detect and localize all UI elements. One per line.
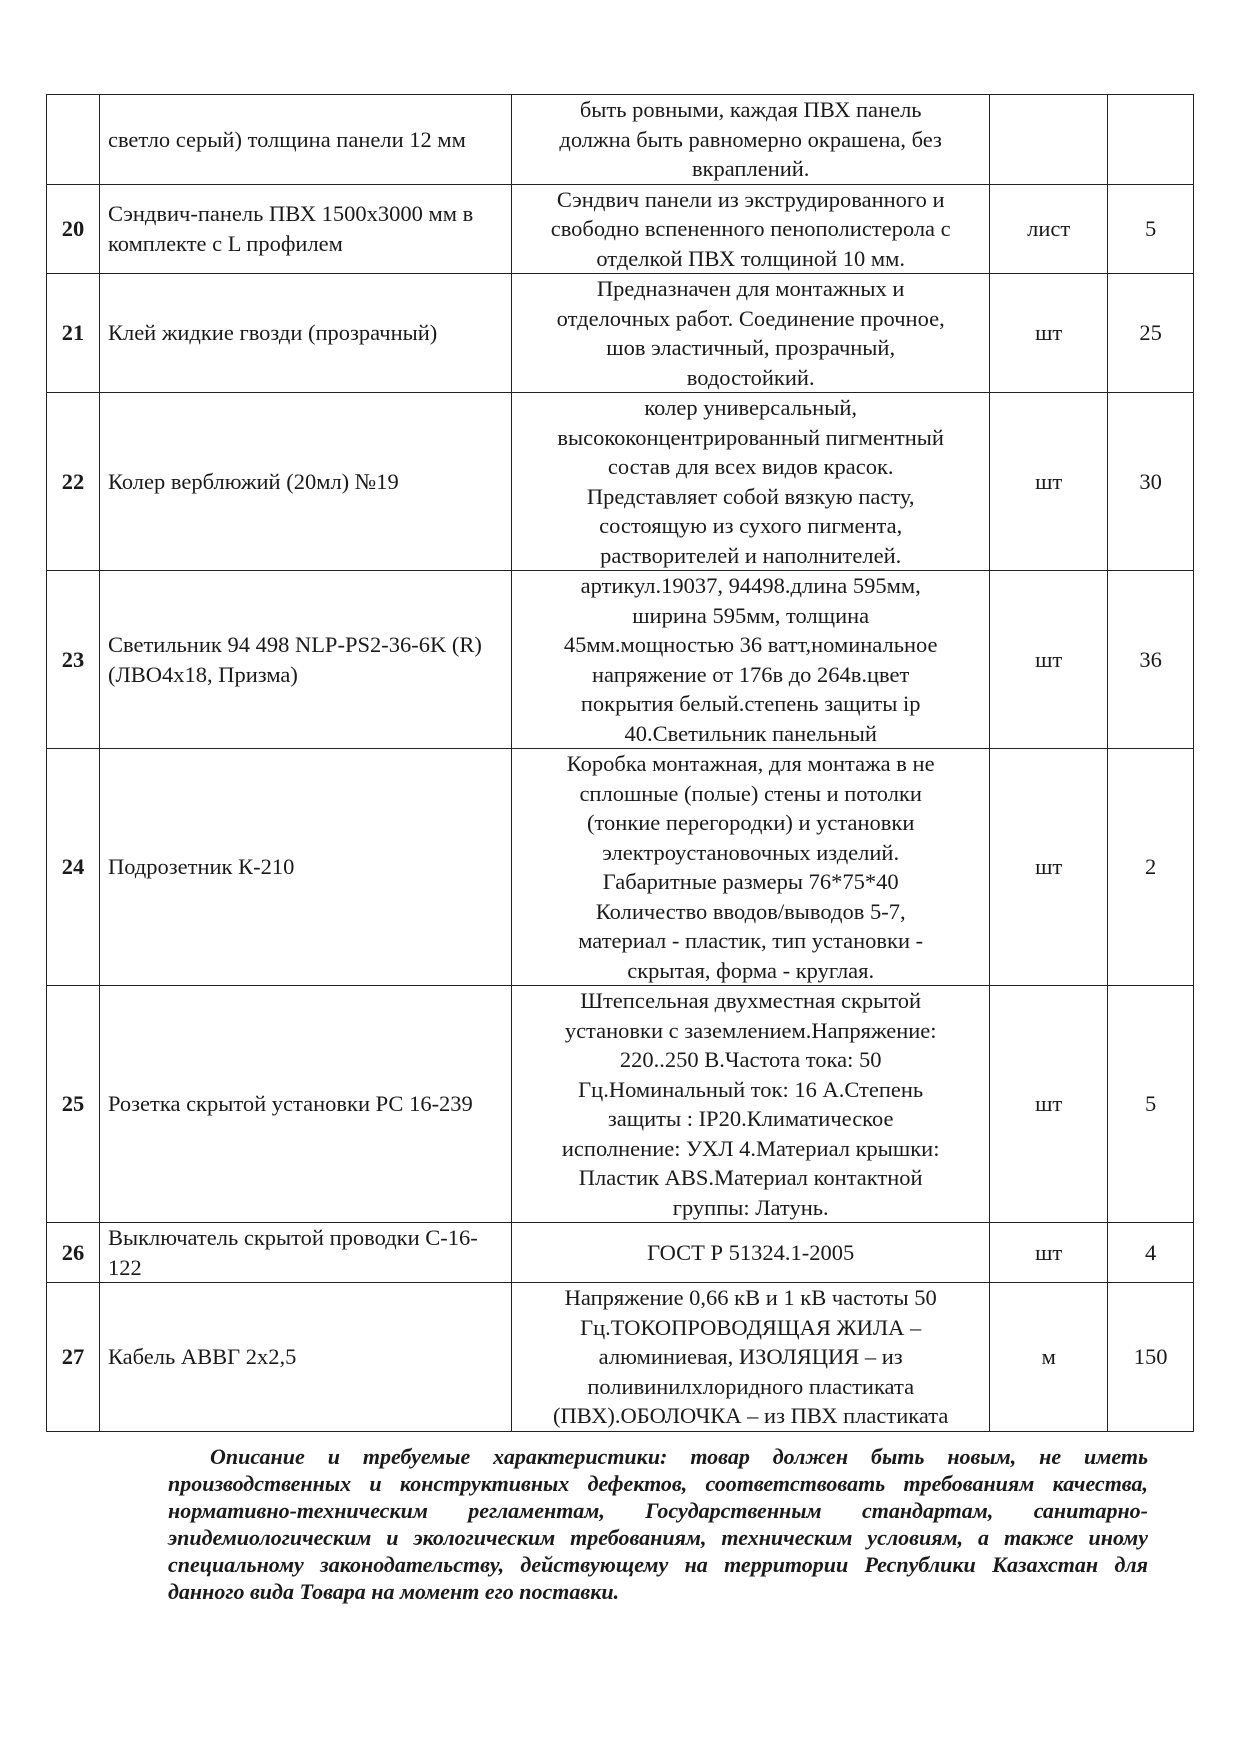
item-quantity: 150 — [1108, 1283, 1194, 1432]
item-number: 21 — [47, 274, 100, 393]
item-number: 24 — [47, 749, 100, 986]
description-line: отделкой ПВХ толщиной 10 мм. — [596, 245, 906, 271]
item-description — [512, 986, 990, 1223]
table-row — [47, 1223, 1194, 1283]
item-quantity: 2 — [1108, 749, 1194, 986]
item-description — [512, 184, 990, 274]
description-line: материал - пластик, тип установки - — [578, 928, 924, 953]
description-line: Количество вводов/выводов 5-7, — [595, 898, 906, 924]
description-line: состоящую из сухого пигмента, — [599, 513, 903, 538]
description-line: вкраплений. — [691, 156, 810, 181]
description-line: растворителей и наполнителей. — [600, 542, 902, 568]
description-line: 40.Светильник панельный — [624, 720, 877, 746]
item-quantity — [1108, 95, 1194, 185]
description-line: ГОСТ Р 51324.1-2005 — [647, 1239, 855, 1265]
description-line: Штепсельная двухместная скрытой — [580, 988, 922, 1013]
item-name: Подрозетник К-210 — [99, 749, 511, 986]
item-quantity: 5 — [1108, 184, 1194, 274]
requirements-note: Описание и требуемые характеристики: товар должен быть новым, не иметь производственных и конструктивных дефектов, соответствовать требованиям качества, нормативно-техническим регламентам, Государственным стандартам, санитарно-эпидемиологическим и экологическим требованиям, техническим условиям, а также иному специальному законодательству, действующему на территории Республики Казахстан для данного вида Товара на момент его поставки. — [168, 1444, 1148, 1604]
table-row — [47, 184, 1194, 274]
item-number: 20 — [47, 184, 100, 274]
item-unit: шт — [990, 749, 1108, 986]
description-line: Коробка монтажная, для монтажа в не — [566, 751, 935, 776]
description-line: должна быть равномерно окрашена, без — [559, 126, 942, 152]
description-line: сплошные (полые) стены и потолки — [579, 780, 922, 806]
item-number: 26 — [47, 1223, 100, 1283]
description-line: электроустановочных изделий. — [602, 839, 900, 865]
description-line: исполнение: УХЛ 4.Материал крышки: — [561, 1135, 940, 1161]
table-row — [47, 393, 1194, 571]
item-description — [512, 1283, 990, 1432]
item-unit: лист — [990, 184, 1108, 274]
item-unit — [990, 95, 1108, 185]
item-unit: шт — [990, 571, 1108, 749]
item-unit: м — [990, 1283, 1108, 1432]
item-quantity: 4 — [1108, 1223, 1194, 1283]
description-line: артикул.19037, 94498.длина 595мм, — [580, 573, 921, 598]
description-line: Предназначен для монтажных и — [596, 276, 905, 301]
item-name: светло серый) толщина панели 12 мм — [99, 95, 511, 185]
description-line: скрытая, форма - круглая. — [627, 957, 875, 983]
item-name: Клей жидкие гвозди (прозрачный) — [99, 274, 511, 393]
item-unit: шт — [990, 1223, 1108, 1283]
item-number: 25 — [47, 986, 100, 1223]
item-description — [512, 393, 990, 571]
description-line: (тонкие перегородки) и установки — [587, 810, 915, 835]
item-description — [512, 274, 990, 393]
table-row — [47, 1283, 1194, 1432]
item-unit: шт — [990, 986, 1108, 1223]
table-row — [47, 986, 1194, 1223]
description-line: высококонцентрированный пигментный — [557, 424, 944, 450]
description-line: Напряжение 0,66 кВ и 1 кВ частоты 50 — [564, 1285, 937, 1310]
description-line: ширина 595мм, толщина — [632, 602, 870, 628]
specification-table-body — [47, 95, 1194, 1432]
description-line: водостойкий. — [686, 364, 815, 390]
item-description — [512, 749, 990, 986]
description-line: установки с заземлением.Напряжение: — [564, 1017, 937, 1043]
item-name: Розетка скрытой установки РС 16-239 — [99, 986, 511, 1223]
item-name: Сэндвич-панель ПВХ 1500х3000 мм в комплекте с L профилем — [99, 184, 511, 274]
description-line: покрытия белый.степень защиты ip — [580, 691, 921, 716]
description-line: Гц.Номинальный ток: 16 А.Степень — [578, 1076, 924, 1102]
item-quantity: 36 — [1108, 571, 1194, 749]
table-row — [47, 571, 1194, 749]
description-line: шов эластичный, прозрачный, — [606, 335, 896, 360]
description-line: группы: Латунь. — [672, 1194, 829, 1220]
item-number: 23 — [47, 571, 100, 749]
item-name: Светильник 94 498 NLP-PS2-36-6K (R)(ЛВО4х18, Призма) — [99, 571, 511, 749]
description-line: Сэндвич панели из экструдированного и — [556, 186, 945, 212]
item-unit: шт — [990, 274, 1108, 393]
specification-table — [46, 94, 1194, 1432]
item-unit: шт — [990, 393, 1108, 571]
item-number — [47, 95, 100, 185]
description-line: 220..250 В.Частота тока: 50 — [619, 1047, 882, 1072]
description-line: (ПВХ).ОБОЛОЧКА – из ПВХ пластиката — [553, 1403, 949, 1428]
description-line: 45мм.мощностью 36 ватт,номинальное — [563, 632, 938, 657]
table-row — [47, 95, 1194, 185]
description-line: алюминиевая, ИЗОЛЯЦИЯ – из — [598, 1344, 903, 1369]
item-name: Кабель АВВГ 2х2,5 — [99, 1283, 511, 1432]
description-line: поливинилхлоридного пластиката — [587, 1373, 915, 1399]
item-description — [512, 1223, 990, 1283]
table-row — [47, 749, 1194, 986]
item-description — [512, 571, 990, 749]
description-line: быть ровными, каждая ПВХ панель — [579, 97, 922, 122]
description-line: отделочных работ. Соединение прочное, — [556, 305, 945, 331]
item-quantity: 5 — [1108, 986, 1194, 1223]
item-number: 22 — [47, 393, 100, 571]
item-quantity: 25 — [1108, 274, 1194, 393]
description-line: Пластик ABS.Материал контактной — [578, 1165, 923, 1190]
item-name: Выключатель скрытой проводки С-16-122 — [99, 1223, 511, 1283]
description-line: напряжение от 176в до 264в.цвет — [591, 661, 910, 687]
item-quantity: 30 — [1108, 393, 1194, 571]
item-description — [512, 95, 990, 185]
table-row — [47, 274, 1194, 393]
description-line: Представляет собой вязкую пасту, — [586, 483, 915, 509]
item-name: Колер верблюжий (20мл) №19 — [99, 393, 511, 571]
description-line: состав для всех видов красок. — [607, 454, 894, 479]
description-line: Гц.ТОКОПРОВОДЯЩАЯ ЖИЛА – — [580, 1314, 922, 1340]
description-line: Габаритные размеры 76*75*40 — [602, 869, 899, 894]
description-line: свободно вспененного пенополистерола с — [550, 216, 951, 241]
description-line: защиты : IP20.Климатическое — [607, 1106, 894, 1131]
item-number: 27 — [47, 1283, 100, 1432]
description-line: колер универсальный, — [644, 395, 858, 420]
